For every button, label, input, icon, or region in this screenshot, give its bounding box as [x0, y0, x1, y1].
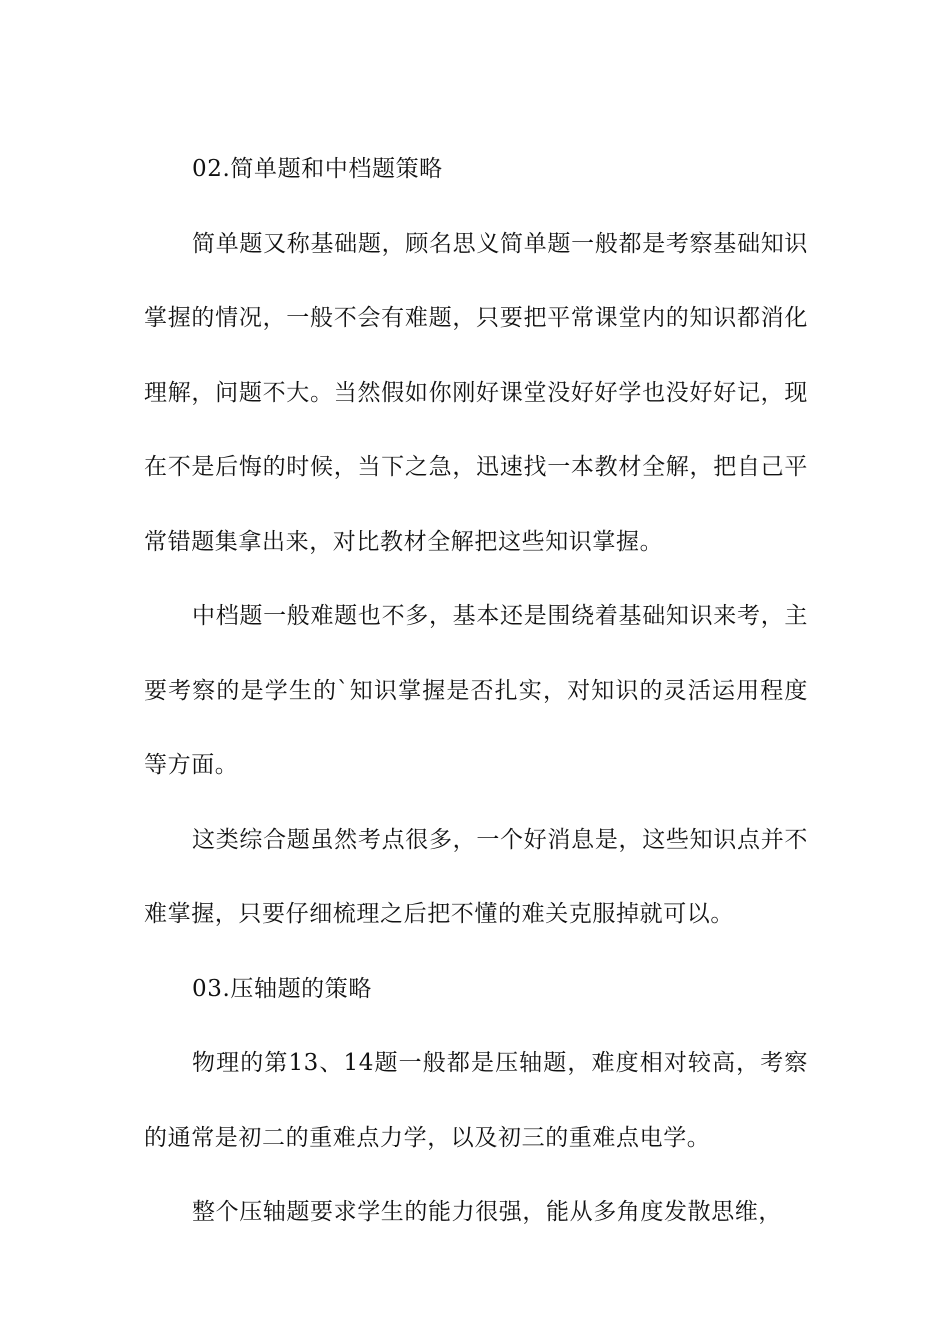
- paragraph-comprehensive-questions: 这类综合题虽然考点很多，一个好消息是，这些知识点并不难掌握，只要仔细梳理之后把不懂的难关克服掉就可以。: [144, 826, 808, 927]
- paragraph-final-questions: 物理的第13、14题一般都是压轴题，难度相对较高，考察的通常是初二的重难点力学，以及初三的重难点电学。: [144, 1050, 808, 1151]
- section-heading-03: 03.压轴题的策略: [192, 975, 372, 1002]
- paragraph-medium-questions: 中档题一般难题也不多，基本还是围绕着基础知识来考，主要考察的是学生的`知识掌握是否扎实，对知识的灵活运用程度等方面。: [144, 603, 808, 778]
- section-heading-02: 02.简单题和中档题策略: [192, 156, 443, 182]
- paragraph-final-questions-ability: 整个压轴题要求学生的能力很强，能从多角度发散思维，: [192, 1199, 782, 1225]
- paragraph-simple-questions: 简单题又称基础题，顾名思义简单题一般都是考察基础知识掌握的情况，一般不会有难题，只要把平常课堂内的知识都消化理解，问题不大。当然假如你刚好课堂没好好学也没好好记，现在不是后悔的时候，当下之急，迅速找一本教材全解，把自己平常错题集拿出来，对比教材全解把这些知识掌握。: [144, 230, 808, 555]
- document-body: [144, 132, 808, 1250]
